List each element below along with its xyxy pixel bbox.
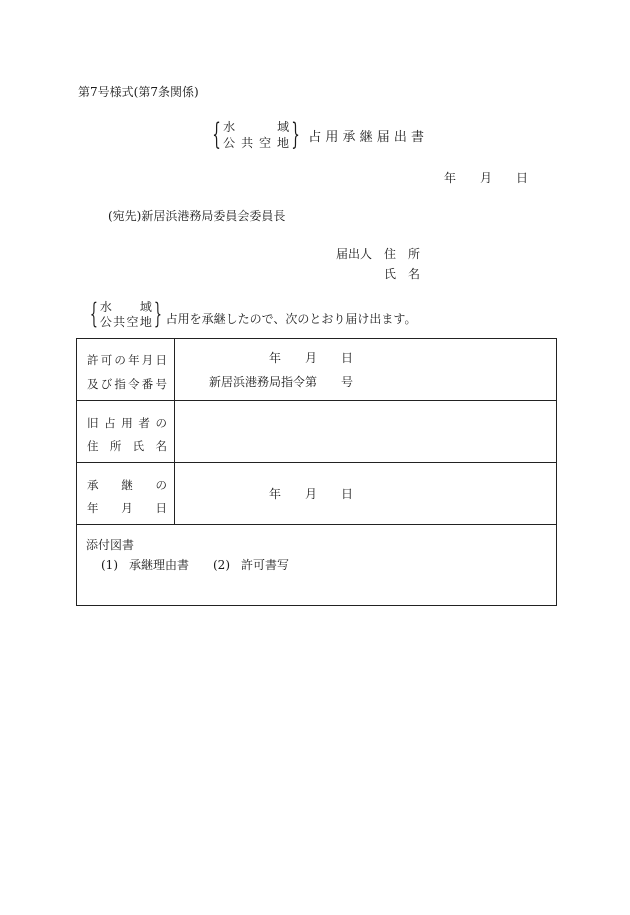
char: 承 [87,478,99,492]
left-brace: { [89,297,98,330]
char: 日 [155,353,167,367]
char: 年 [128,353,140,367]
notifier-address-label-1: 住 [384,247,397,261]
row-succession-date [77,463,556,525]
attachment-item-1-num: (1) [101,558,118,572]
intro-brace-line-water [100,301,152,313]
succession-day: 日 [341,487,354,501]
char: 可 [100,353,113,367]
char: 番 [141,377,154,391]
title-main: 占 用 承 継 届 出 書 [308,129,424,145]
label-succession-date [77,463,175,524]
char: 共 [241,136,254,150]
char: 旧 [87,416,99,430]
permit-day: 日 [341,351,354,365]
right-brace: } [153,297,162,330]
char: 域 [139,299,152,314]
char: 月 [141,353,154,367]
right-brace: } [291,117,300,152]
date-month: 月 [480,171,493,185]
label-line [87,438,167,454]
label-line [87,376,167,392]
permit-order-suffix: 号 [341,375,354,389]
char: 水 [223,120,236,134]
left-brace: { [212,117,221,152]
succession-month: 月 [305,487,318,501]
label-line [87,352,167,368]
char: 用 [121,416,133,430]
form-table [76,338,557,606]
char: 域 [277,120,290,134]
char: 占 [104,416,116,430]
permit-month: 月 [305,351,318,365]
char: 月 [121,501,133,515]
value-permit-date[interactable] [175,339,556,400]
char: 水 [99,299,112,314]
char: 許 [87,353,99,367]
char: の [155,416,167,430]
char: 地 [277,136,290,150]
char: 住 [87,439,99,453]
document-title [210,117,424,152]
char: 公 [99,314,112,329]
char: 空 [259,136,272,150]
char: 及 [87,377,99,391]
notifier-address-label-2: 所 [408,247,421,261]
title-brace-lines [223,121,289,149]
value-succession-date[interactable] [175,463,556,524]
date-year: 年 [444,171,457,185]
intro-text: 占用を承継したので、次のとおり届け出ます。 [165,311,417,326]
char: の [114,353,126,367]
char: 号 [155,377,167,391]
char: 所 [109,439,122,453]
char: 日 [155,501,167,515]
char: 公 [223,136,236,150]
attachment-item-2-num: (2) [213,558,230,572]
label-former-occupant [77,401,175,462]
label-permit-date [77,339,175,400]
attachments-heading: 添付図書 [86,538,135,552]
label-line [87,415,167,431]
intro-statement [88,297,417,330]
attachment-item-1-text: 承継理由書 [129,558,190,572]
intro-brace-line-public-land [100,316,152,328]
row-permit-date [77,339,556,401]
attachments-section [77,525,556,605]
row-former-occupant [77,401,556,463]
title-brace-line-water [223,121,289,133]
char: 者 [138,416,150,430]
form-number: 第7号様式(第7条関係) [78,85,199,99]
notifier-name-label-1: 氏 [384,267,397,281]
char: 空 [126,314,139,329]
notifier-role: 届出人 [336,247,373,261]
notifier-name-label-2: 名 [408,267,421,281]
label-line [87,500,167,516]
char: の [155,478,167,492]
label-line [87,477,167,493]
char: 令 [128,377,140,391]
char: 指 [114,377,126,391]
intro-brace-lines [100,301,152,328]
value-former-occupant[interactable] [175,401,556,462]
succession-year: 年 [269,487,282,501]
permit-year: 年 [269,351,282,365]
char: 共 [113,314,126,329]
permit-order-prefix: 新居浜港務局指令第 [209,375,318,389]
attachment-item-2-text: 許可書写 [241,558,290,572]
char: 氏 [132,439,145,453]
char: 継 [121,478,133,492]
char: 地 [139,314,152,329]
title-brace-line-public-land [223,137,289,149]
char: び [100,377,113,391]
char: 年 [87,501,99,515]
char: 名 [155,439,167,453]
addressee: (宛先)新居浜港務局委員会委員長 [108,209,286,223]
date-day: 日 [516,171,529,185]
